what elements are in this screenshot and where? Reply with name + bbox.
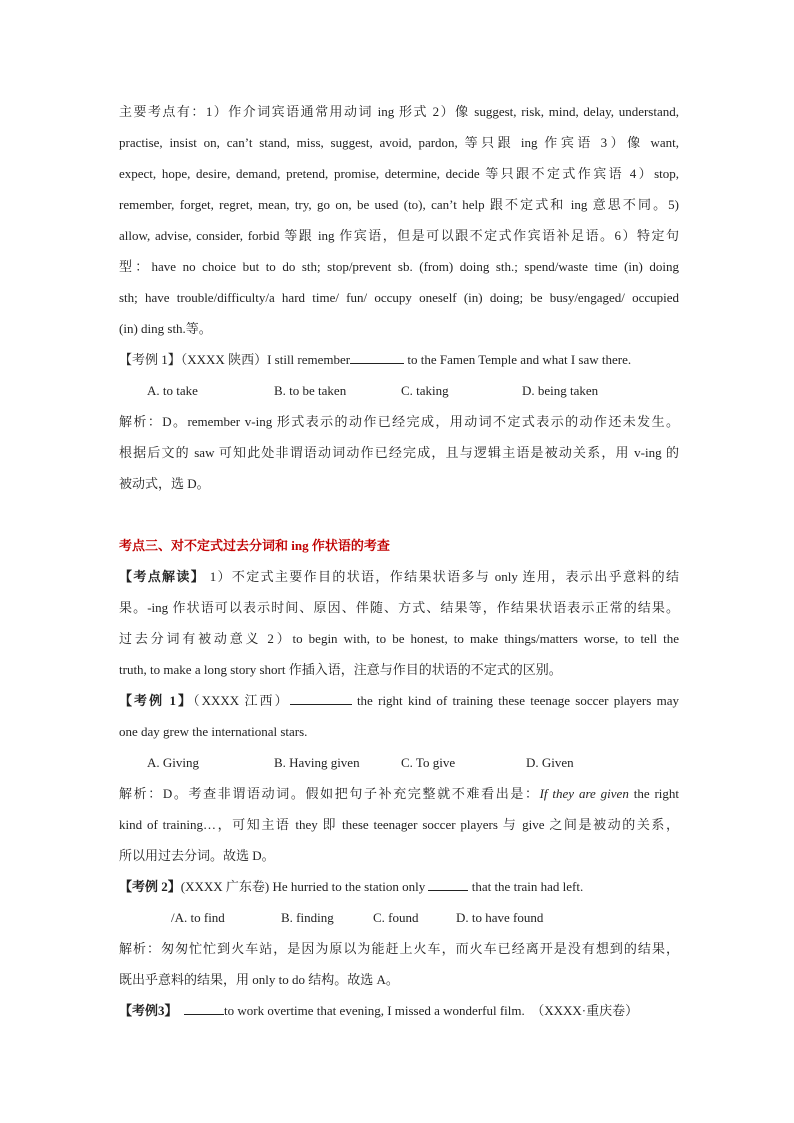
option-c: C. found [373, 910, 419, 925]
answer-blank [350, 351, 404, 364]
question-text: He hurried to the station only [269, 879, 429, 894]
text-span: 1）不定式主要作目的状语，作结果状语多与 only 连用，表示出乎意料的结 [205, 569, 679, 584]
option-d: D. Given [526, 755, 574, 770]
example-question [119, 871, 679, 902]
answer-blank [428, 878, 468, 891]
analysis-line: kind of training…，可知主语 they 即 these teenager soccer players 与 give 之间是被动的关系， [119, 817, 679, 832]
text-line: 果。-ing 作状语可以表示时间、原因、伴随、方式、结果等，作结果状语表示正常的结果。 [119, 600, 679, 615]
example-tag: 【考例 2】 [119, 879, 181, 894]
text-line: (in) ding sth.等。 [119, 321, 212, 336]
option-d: D. to have found [456, 910, 544, 925]
example-question [119, 995, 679, 1026]
analysis-line: 解析：D。remember v-ing 形式表示的动作已经完成，用动词不定式表示的动作还未发生。 [119, 414, 679, 429]
text-line: practise, insist on, can’t stand, miss, suggest, avoid, pardon, 等只跟 ing 作宾语 3）像 want, [119, 135, 679, 150]
answer-blank [290, 692, 352, 705]
text-line: 型：have no choice but to do sth; stop/prevent sb. (from) doing sth.; spend/waste time (in) doing [119, 259, 679, 274]
section-tag: 【考点解读】 [119, 569, 206, 584]
example-source: （XXXX 江西） [193, 693, 290, 708]
analysis-text: 解析：D。考查非谓语动词。假如把句子补充完整就不难看出是： [119, 786, 540, 801]
option-d: D. being taken [522, 383, 599, 398]
analysis-line: 被动式，选 D。 [119, 476, 210, 491]
option-b: B. finding [281, 910, 334, 925]
example-source: （XXXX 陕西） [180, 352, 268, 367]
analysis-text: the right [628, 786, 680, 801]
example-tag: 【考例 1】 [119, 352, 181, 367]
text-line: truth, to make a long story short 作插入语，注意与作目的状语的不定式的区别。 [119, 662, 562, 677]
option-c: C. To give [401, 755, 456, 770]
options-row [119, 375, 679, 406]
option-a: A. Giving [147, 755, 199, 770]
example-tag: 【考例 1】 [119, 693, 194, 708]
question-text: to work overtime that evening, I missed a wonderful film. [224, 1003, 525, 1018]
example-question [119, 685, 679, 716]
example-source: (XXXX 广东卷) [180, 879, 270, 894]
analysis-line: 既出乎意料的结果，用 only to do 结构。故选 A。 [119, 972, 399, 987]
question-text: one day grew the international stars. [119, 724, 308, 739]
option-a: A. to take [147, 383, 198, 398]
text-line: expect, hope, desire, demand, pretend, promise, determine, decide 等只跟不定式作宾语 4）stop, [119, 166, 679, 181]
option-b: B. Having given [274, 755, 360, 770]
text-line: sth; have trouble/difficulty/a hard time/ fun/ occupy oneself (in) doing; be busy/engaged/ occupied [119, 290, 679, 305]
text-line: 主要考点有：1）作介词宾语通常用动词 ing 形式 2）像 suggest, risk, mind, delay, understand, [119, 104, 679, 119]
question-text: the right kind of training these teenage soccer players may [356, 693, 679, 708]
options-row [119, 902, 679, 933]
analysis-line: 所以用过去分词。故选 D。 [119, 848, 275, 863]
analysis-line: 解析：匆匆忙忙到火车站，是因为原以为能赶上火车，而火车已经离开是没有想到的结果， [119, 941, 679, 956]
option-b: B. to be taken [274, 383, 347, 398]
text-line [119, 561, 679, 592]
example-source: （XXXX·重庆卷） [531, 1003, 639, 1018]
document-page [119, 96, 679, 1026]
options-row [119, 747, 679, 778]
analysis-line [119, 778, 679, 809]
option-a: /A. to find [171, 910, 225, 925]
text-line: allow, advise, consider, forbid 等跟 ing 作宾语，但是可以跟不定式作宾语补足语。6）特定句 [119, 228, 679, 243]
question-text: that the train had left. [468, 879, 584, 894]
question-text: to the Famen Temple and what I saw there. [407, 352, 632, 367]
section-heading: 考点三、对不定式过去分词和 ing 作状语的考查 [119, 538, 390, 553]
text-line: 过去分词有被动意义 2）to begin with, to be honest, to make things/matters worse, to tell the [119, 631, 679, 646]
example-question [119, 344, 679, 375]
option-c: C. taking [401, 383, 449, 398]
answer-blank [184, 1002, 224, 1015]
spacer [119, 499, 679, 530]
analysis-line: 根据后文的 saw 可知此处非谓语动词动作已经完成，且与逻辑主语是被动关系，用 v-ing 的 [119, 445, 679, 460]
text-line: remember, forget, regret, mean, try, go on, be used (to), can’t help 跟不定式和 ing 意思不同。5) [119, 197, 679, 212]
analysis-italic: If they are given [539, 786, 629, 801]
question-text: I still remember [267, 352, 351, 367]
example-tag: 【考例3】 [119, 1003, 178, 1018]
